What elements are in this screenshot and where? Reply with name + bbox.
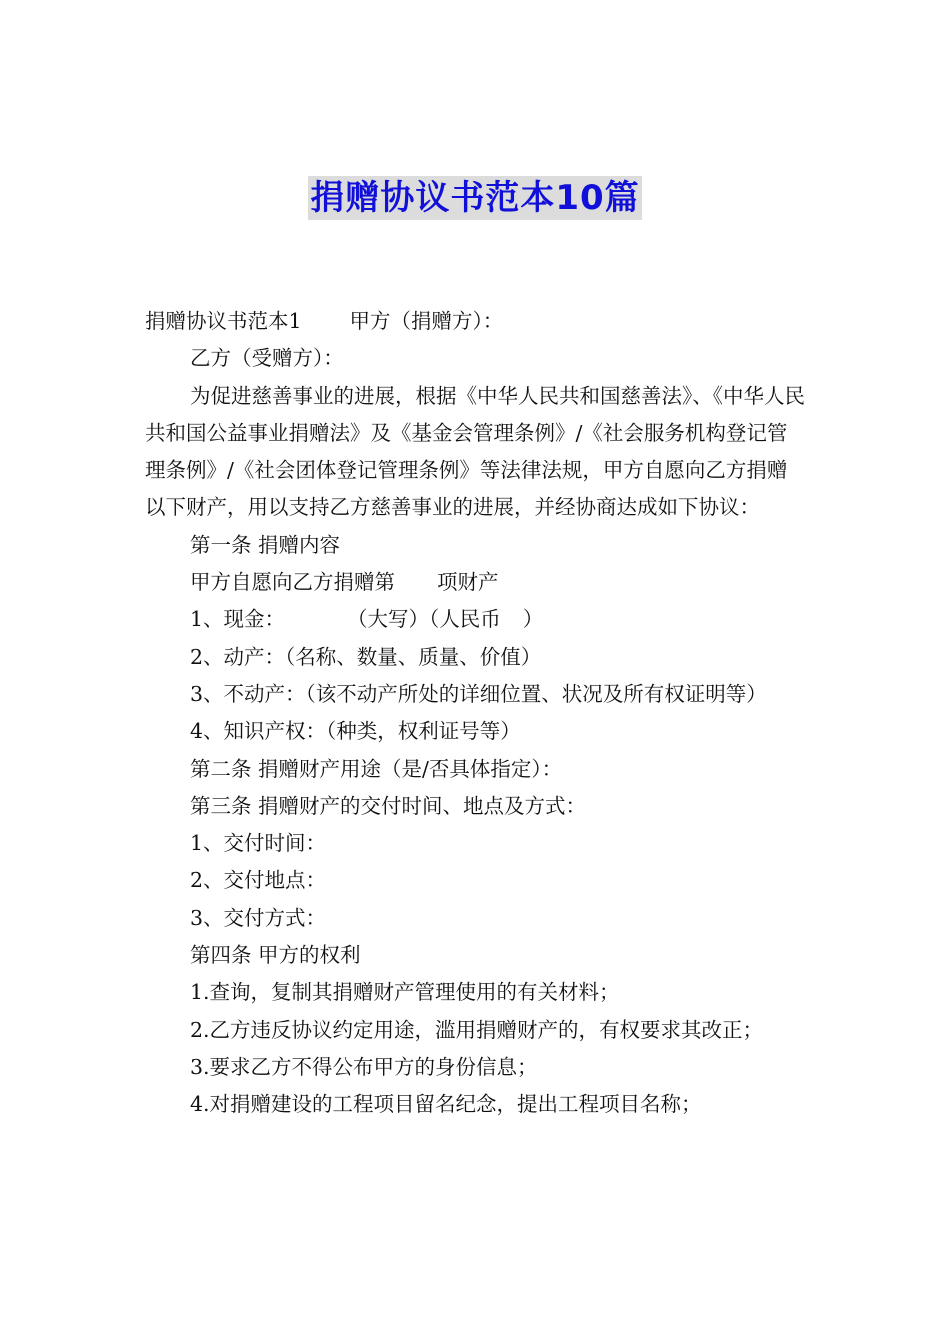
document-body	[145, 303, 807, 1124]
article-2-title: 第二条 捐赠财产用途（是/否具体指定）：	[190, 756, 563, 781]
article-4-title: 第四条 甲方的权利	[190, 943, 361, 968]
right-3: 3.要求乙方不得公布甲方的身份信息；	[190, 1054, 538, 1079]
heading-line	[145, 303, 807, 340]
item-4-ip: 4、知识产权：（种类，权利证号等）	[190, 719, 521, 744]
item-3-real-estate: 3、不动产：（该不动产所处的详细位置、状况及所有权证明等）	[190, 681, 767, 706]
heading-label: 捐赠协议书范本1	[145, 309, 302, 333]
title-container	[0, 176, 950, 220]
delivery-time: 1、交付时间：	[190, 831, 327, 856]
right-4: 4.对捐赠建设的工程项目留名纪念，提出工程项目名称；	[190, 1092, 702, 1117]
delivery-place: 2、交付地点：	[190, 868, 327, 893]
item-2-movable: 2、动产：（名称、数量、质量、价值）	[190, 644, 542, 669]
right-2: 2.乙方违反协议约定用途，滥用捐赠财产的，有权要求其改正；	[190, 1017, 764, 1042]
intro-paragraph: 为促进慈善事业的进展，根据《中华人民共和国慈善法》、《中华人民共和国公益事业捐赠法》及《基金会管理条例》/《社会服务机构登记管理条例》/《社会团体登记管理条例》等法律法规，甲方自愿向乙方捐赠以下财产，用以支持乙方慈善事业的进展，并经协商达成如下协议：	[145, 383, 805, 520]
article-1-line: 甲方自愿向乙方捐赠第 项财产	[190, 570, 499, 595]
party-a-label: 甲方（捐赠方）：	[349, 309, 504, 333]
article-3-title: 第三条 捐赠财产的交付时间、地点及方式：	[190, 793, 587, 818]
delivery-method: 3、交付方式：	[190, 905, 327, 930]
article-1-title: 第一条 捐赠内容	[190, 532, 341, 557]
document-title: 捐赠协议书范本10篇	[310, 178, 640, 218]
party-b-label: 乙方（受赠方）：	[190, 346, 344, 371]
right-1: 1.查询，复制其捐赠财产管理使用的有关材料；	[190, 980, 620, 1005]
item-1-cash: 1、现金： （大写）（人民币 ）	[190, 607, 544, 632]
